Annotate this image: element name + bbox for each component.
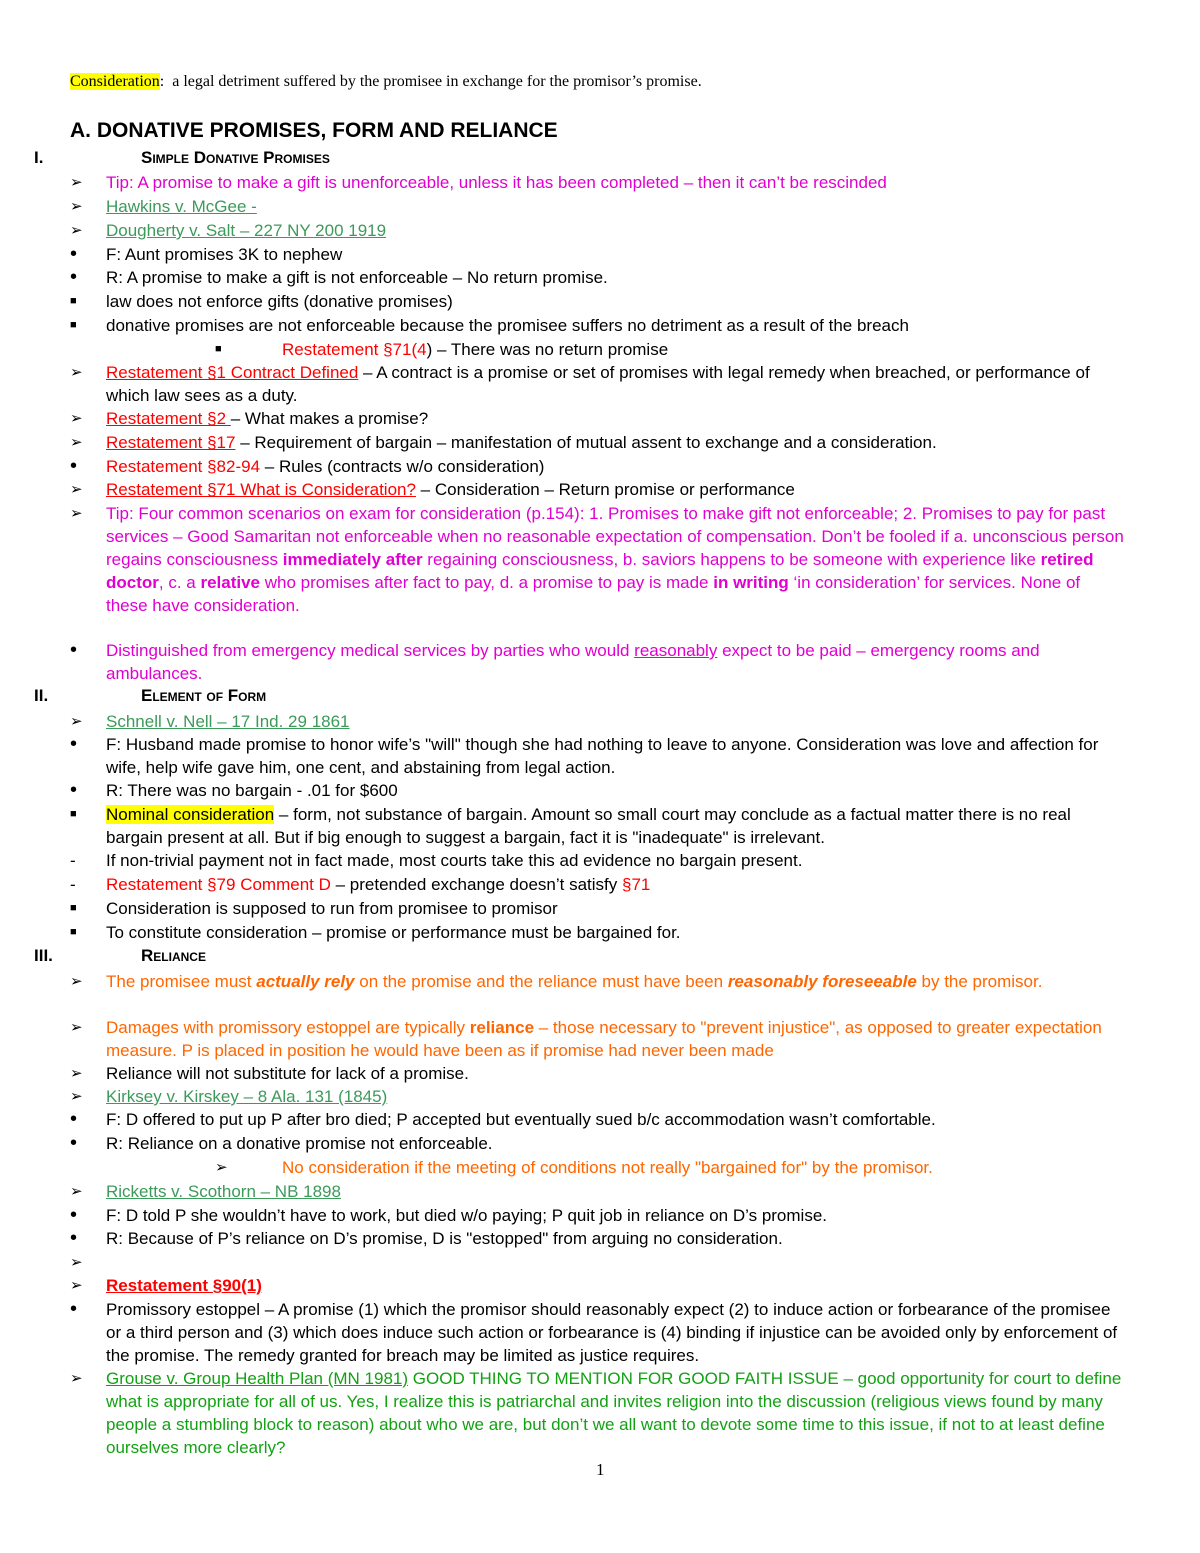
- fact-dougherty: • F: Aunt promises 3K to nephew: [70, 243, 343, 265]
- arrow-bullet-icon: ➢: [70, 1254, 83, 1271]
- dash-bullet-icon: -: [70, 851, 76, 870]
- definition-text: a legal detriment suffered by the promisee in exchange for the promisor’s promise.: [172, 73, 702, 90]
- dash-bullet-icon: -: [70, 875, 76, 894]
- kirksey-note: ➢ No consideration if the meeting of conditions not really "bargained for" by the promisor.: [215, 1158, 933, 1177]
- distinguished-note: • Distinguished from emergency medical services by parties who would reasonably expect to be paid – emergency rooms and ambulances.: [70, 639, 1040, 683]
- arrow-bullet-icon: ➢: [70, 410, 83, 427]
- square-bullet-icon: ■: [70, 902, 77, 914]
- tip-scenarios: ➢ Tip: Four common scenarios on exam for consideration (p.154): 1. Promises to make gift not enforceable; 2. Promises to pay for past services – Good Samaritan not enforceable when no reasonable expectation of compensation. Don’t be fooled if a. unconscious person regains consciousness immediately after regaining consciousness, b. saviors happens to be someone with experience like retired doctor, c. a relative who promises after fact to pay, d. a promise to pay is made in writing ‘in consideration’ for services. None of these have consideration.: [70, 504, 1124, 615]
- arrow-bullet-icon: ➢: [70, 434, 83, 451]
- dot-bullet-icon: •: [70, 779, 78, 801]
- nominal-consideration: ■ Nominal consideration – form, not substance of bargain. Amount so small court may conclude as a factual matter there is no real bargain present at all. But if big enough to suggest a bargain, fact it is "inadequate" is irrelevant.: [70, 805, 1071, 847]
- restatement-1-link[interactable]: Restatement §1 Contract Defined: [106, 363, 359, 382]
- empty-bullet: [70, 1251, 1126, 1274]
- arrow-bullet-icon: ➢: [70, 1277, 83, 1294]
- dot-bullet-icon: •: [70, 1227, 78, 1249]
- restatement-79: - Restatement §79 Comment D – pretended exchange doesn’t satisfy §71: [70, 875, 651, 894]
- case-dougherty: ➢ Dougherty v. Salt – 227 NY 200 1919: [70, 221, 387, 240]
- restatement-2: ➢ Restatement §2 – What makes a promise?: [70, 409, 429, 428]
- case-grouse: ➢ Grouse v. Group Health Plan (MN 1981) GOOD THING TO MENTION FOR GOOD FAITH ISSUE – good opportunity for court to define what is appropriate for all of us. Yes, I realize this is patriarchal and invites religion into the discussion (religious views found by many people a stumbling block to reason) about who we are, but don’t we all want to devote some time to this issue, if not to at least define ourselves more clearly?: [70, 1369, 1122, 1457]
- section-title: Element of Form: [141, 686, 267, 705]
- arrow-bullet-icon: ➢: [70, 1370, 83, 1387]
- section-heading: A. DONATIVE PROMISES, FORM AND RELIANCE: [70, 119, 558, 142]
- square-bullet-icon: ■: [70, 808, 77, 820]
- square-bullet-icon: ■: [215, 343, 222, 355]
- arrow-bullet-icon: ➢: [70, 1065, 83, 1082]
- restatement-71-link[interactable]: Restatement §71 What is Consideration?: [106, 480, 416, 499]
- dot-bullet-icon: •: [70, 1132, 78, 1154]
- fact-ricketts: • F: D told P she wouldn’t have to work, but died w/o paying; P quit job in reliance on D’s promise.: [70, 1204, 828, 1226]
- square-bullet-icon: ■: [70, 295, 77, 307]
- arrow-bullet-icon: ➢: [70, 174, 83, 191]
- section-title: Simple Donative Promises: [141, 148, 330, 167]
- arrow-bullet-icon: ➢: [70, 364, 83, 381]
- restatement-17-link[interactable]: Restatement §17: [106, 433, 236, 452]
- restatement-2-link[interactable]: Restatement: [106, 409, 208, 428]
- dot-bullet-icon: •: [70, 455, 78, 477]
- donative-note: ■ donative promises are not enforceable because the promisee suffers no detriment as a result of the breach: [70, 316, 909, 335]
- reliance-rule: ➢ The promisee must actually rely on the promise and the reliance must have been reasonably foreseeable by the promisor.: [70, 972, 1043, 991]
- arrow-bullet-icon: ➢: [70, 222, 83, 239]
- promissory-estoppel: • Promissory estoppel – A promise (1) which the promisor should reasonably expect (2) to induce action or forbearance of the promisee or a third person and (3) which does induce such action or forbearance is (4) binding if injustice can be avoided only by enforcement of the promise. The remedy granted for breach may be limited as justice requires.: [70, 1298, 1118, 1365]
- restatement-71-4: ■ Restatement §71(4) – There was no return promise: [215, 340, 669, 359]
- definition-line: [70, 73, 702, 91]
- case-hawkins: ➢ Hawkins v. McGee -: [70, 197, 257, 216]
- page-number: 1: [596, 1460, 605, 1479]
- dot-bullet-icon: •: [70, 1298, 78, 1320]
- rule-ricketts: • R: Because of P’s reliance on D’s promise, D is "estopped" from arguing no consideration.: [70, 1227, 783, 1249]
- dot-bullet-icon: •: [70, 639, 78, 661]
- fact-kirksey: • F: D offered to put up P after bro died; P accepted but eventually sued b/c accommodation wasn’t comfortable.: [70, 1108, 936, 1130]
- rule-schnell: • R: There was no bargain - .01 for $600: [70, 779, 398, 801]
- square-bullet-icon: ■: [70, 319, 77, 331]
- constitute-note: ■ To constitute consideration – promise or performance must be bargained for.: [70, 923, 681, 942]
- restatement-71: ➢ Restatement §71 What is Consideration? – Consideration – Return promise or performance: [70, 480, 795, 499]
- arrow-bullet-icon: ➢: [70, 1088, 83, 1105]
- restatement-1: ➢ Restatement §1 Contract Defined – A contract is a promise or set of promises with legal remedy when breached, or performance of which law sees as a duty.: [70, 363, 1090, 405]
- substitute-note: ➢ Reliance will not substitute for lack of a promise.: [70, 1064, 469, 1083]
- non-trivial-note: - If non-trivial payment not in fact made, most courts take this ad evidence no bargain present.: [70, 851, 803, 870]
- fact-schnell: • F: Husband made promise to honor wife’s "will" though she had nothing to leave to anyone. Consideration was love and affection for wife, help wife gave him, one cent, and abstaining from legal action.: [70, 733, 1099, 777]
- arrow-bullet-icon: ➢: [70, 505, 83, 522]
- damages-note: ➢ Damages with promissory estoppel are typically reliance – those necessary to "prevent injustice", as opposed to greater expectation measure. P is placed in position he would have been as if promise had never been made: [70, 1018, 1102, 1060]
- arrow-bullet-icon: ➢: [70, 973, 83, 990]
- dot-bullet-icon: •: [70, 243, 78, 265]
- case-schnell: ➢ Schnell v. Nell – 17 Ind. 29 1861: [70, 712, 350, 731]
- arrow-bullet-icon: ➢: [70, 1183, 83, 1200]
- section-number: I.: [34, 148, 44, 167]
- section-number: III.: [34, 946, 53, 965]
- arrow-bullet-icon: ➢: [70, 198, 83, 215]
- rule-kirksey: • R: Reliance on a donative promise not enforceable.: [70, 1132, 493, 1154]
- definition-term: Consideration: [70, 73, 160, 90]
- arrow-bullet-icon: ➢: [70, 713, 83, 730]
- section-title: Reliance: [141, 946, 206, 965]
- tip-gift: ➢ Tip: A promise to make a gift is unenforceable, unless it has been completed – then it can’t be rescinded: [70, 173, 887, 192]
- case-kirksey: ➢ Kirksey v. Kirskey – 8 Ala. 131 (1845): [70, 1087, 388, 1106]
- dot-bullet-icon: •: [70, 1204, 78, 1226]
- case-ricketts: ➢ Ricketts v. Scothorn – NB 1898: [70, 1182, 341, 1201]
- restatement-82-94: • Restatement §82-94 – Rules (contracts w/o consideration): [70, 455, 545, 477]
- arrow-bullet-icon: ➢: [70, 1019, 83, 1036]
- dot-bullet-icon: •: [70, 1108, 78, 1130]
- square-bullet-icon: ■: [70, 926, 77, 938]
- grouse-link[interactable]: Grouse v. Group Health Plan (MN 1981): [106, 1369, 409, 1388]
- restatement-17: ➢ Restatement §17 – Requirement of bargain – manifestation of mutual assent to exchange and a consideration.: [70, 433, 937, 452]
- arrow-bullet-icon: ➢: [215, 1159, 228, 1176]
- definition-colon: :: [159, 73, 165, 90]
- restatement-90: ➢ Restatement §90(1): [70, 1276, 262, 1295]
- rule-dougherty: • R: A promise to make a gift is not enforceable – No return promise.: [70, 266, 608, 288]
- section-number: II.: [34, 686, 49, 705]
- law-gifts: ■ law does not enforce gifts (donative promises): [70, 292, 453, 311]
- dot-bullet-icon: •: [70, 733, 78, 755]
- arrow-bullet-icon: ➢: [70, 481, 83, 498]
- run-note: ■ Consideration is supposed to run from promisee to promisor: [70, 899, 558, 918]
- dot-bullet-icon: •: [70, 266, 78, 288]
